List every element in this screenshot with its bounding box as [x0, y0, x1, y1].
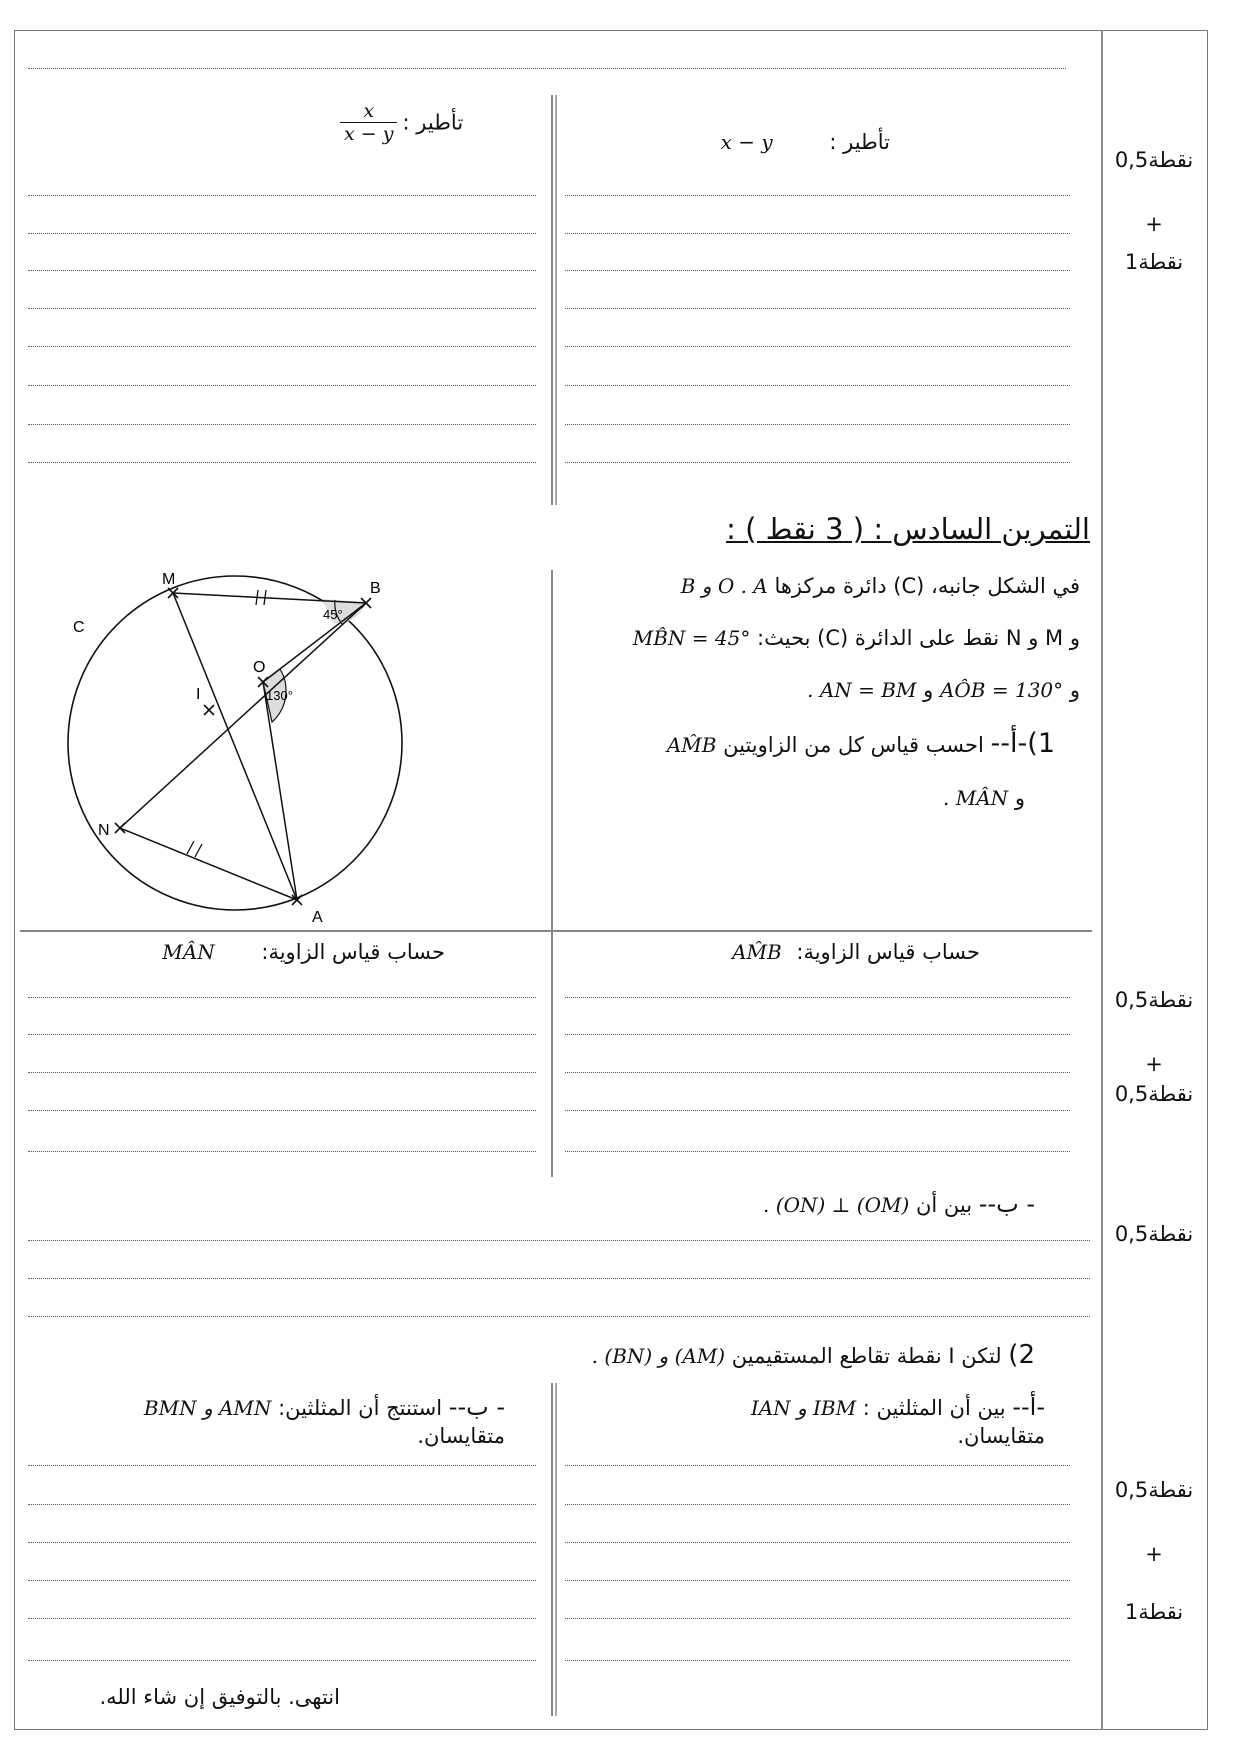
answer-line [28, 385, 536, 386]
answer-line [565, 1618, 1070, 1619]
closing-text: انتهى. بالتوفيق إن شاء الله. [99, 1685, 340, 1709]
answer-line [565, 997, 1070, 998]
answer-line [28, 1542, 536, 1543]
score-1b: 1نقطة [1124, 250, 1184, 274]
answer-line [28, 1240, 1090, 1241]
score-1-plus: + [1145, 212, 1163, 236]
exercise-title: التمرين السادس : ( 3 نقط ) : [726, 512, 1090, 546]
column-divider-top [551, 95, 553, 505]
section-divider [20, 930, 1092, 932]
angle-45-label: 45° [323, 607, 343, 622]
answer-line [565, 385, 1070, 386]
answer-line [28, 1072, 536, 1073]
column-divider-middle [551, 570, 553, 932]
question-1a-line2: و MÂN . [943, 786, 1025, 810]
score-4-plus: + [1145, 1542, 1163, 1566]
answer-line [28, 1316, 1090, 1317]
score-4a: 0,5نقطة [1114, 1478, 1194, 1502]
answer-line [565, 1660, 1070, 1661]
column-divider-bottom [551, 1383, 553, 1716]
label-A: A [312, 909, 323, 926]
answer-line [565, 1151, 1070, 1152]
geometry-figure [60, 565, 460, 930]
answer-line [565, 233, 1070, 234]
statement-line-1: في الشكل جانبه، (C) دائرة مركزها O . A و B [680, 574, 1080, 598]
answer-line [565, 346, 1070, 347]
frame-left-label: تأطير : $\frac{x}{x - y}$ [340, 100, 463, 145]
answer-line [565, 270, 1070, 271]
answer-line [565, 1580, 1070, 1581]
answer-line [28, 1504, 536, 1505]
score-2a: 0,5نقطة [1114, 988, 1194, 1012]
question-2a-line2: متقايسان. [957, 1424, 1045, 1448]
label-N: N [98, 822, 110, 839]
answer-line [565, 1110, 1070, 1111]
statement-line-3: و AÔB = 130° و AN = BM . [807, 678, 1080, 702]
answer-line [28, 997, 536, 998]
label-B: B [370, 580, 381, 597]
question-2b-line2: متقايسان. [417, 1424, 505, 1448]
answer-line [565, 462, 1070, 463]
column-divider-calc [551, 932, 553, 1177]
question-2: 2) لتكن I نقطة تقاطع المستقيمين (AM) و (BN) . [591, 1340, 1035, 1370]
answer-line [28, 1110, 536, 1111]
answer-line [28, 1660, 536, 1661]
label-O: O [253, 659, 266, 676]
answer-line [565, 195, 1070, 196]
answer-line [565, 1072, 1070, 1073]
fraction: $\frac{x}{x - y}$ [340, 100, 397, 145]
angle-130-label: 130° [266, 688, 293, 703]
answer-line [28, 308, 536, 309]
answer-line [28, 233, 536, 234]
score-2-plus: + [1145, 1052, 1163, 1076]
answer-line [28, 1618, 536, 1619]
answer-line [28, 424, 536, 425]
answer-line [565, 1542, 1070, 1543]
label-I: I [196, 686, 201, 703]
answer-line [28, 1580, 536, 1581]
answer-line [565, 308, 1070, 309]
score-2b: 0,5نقطة [1114, 1082, 1194, 1106]
question-2a: -أ-- بين أن المثلثين : IBM و IAN [750, 1393, 1045, 1421]
answer-line [565, 1504, 1070, 1505]
question-1a: 1)-أ-- احسب قياس كل من الزاويتين AM̂B [666, 728, 1055, 759]
statement-line-2: و M و N نقط على الدائرة (C) بحيث: MB̂N = 45° [632, 626, 1080, 650]
score-1a: 0,5نقطة [1114, 148, 1194, 172]
answer-line [28, 1151, 536, 1152]
score-3: 0,5نقطة [1114, 1222, 1194, 1246]
answer-line [28, 1465, 536, 1466]
answer-line [28, 270, 536, 271]
answer-line [28, 195, 536, 196]
answer-line [28, 68, 1066, 69]
answer-line [28, 346, 536, 347]
question-1b: - ب-- بين أن (OM) ⊥ (ON) . [763, 1190, 1035, 1218]
score-4b: 1نقطة [1124, 1600, 1184, 1624]
answer-line [565, 424, 1070, 425]
answer-line [565, 1034, 1070, 1035]
answer-line [565, 1465, 1070, 1466]
calc-amb-heading: حساب قياس الزاوية: AM̂B [732, 940, 980, 964]
answer-line [28, 1278, 1090, 1279]
label-C: C [73, 619, 85, 636]
answer-line [28, 1034, 536, 1035]
calc-man-heading: حساب قياس الزاوية: MÂN [162, 940, 445, 964]
frame-right-label: تأطير : x − y [720, 130, 890, 154]
question-2b: - ب-- استنتج أن المثلثين: AMN و BMN [143, 1393, 505, 1421]
label-M: M [162, 571, 176, 588]
answer-line [28, 462, 536, 463]
score-column-divider [1101, 30, 1103, 1730]
